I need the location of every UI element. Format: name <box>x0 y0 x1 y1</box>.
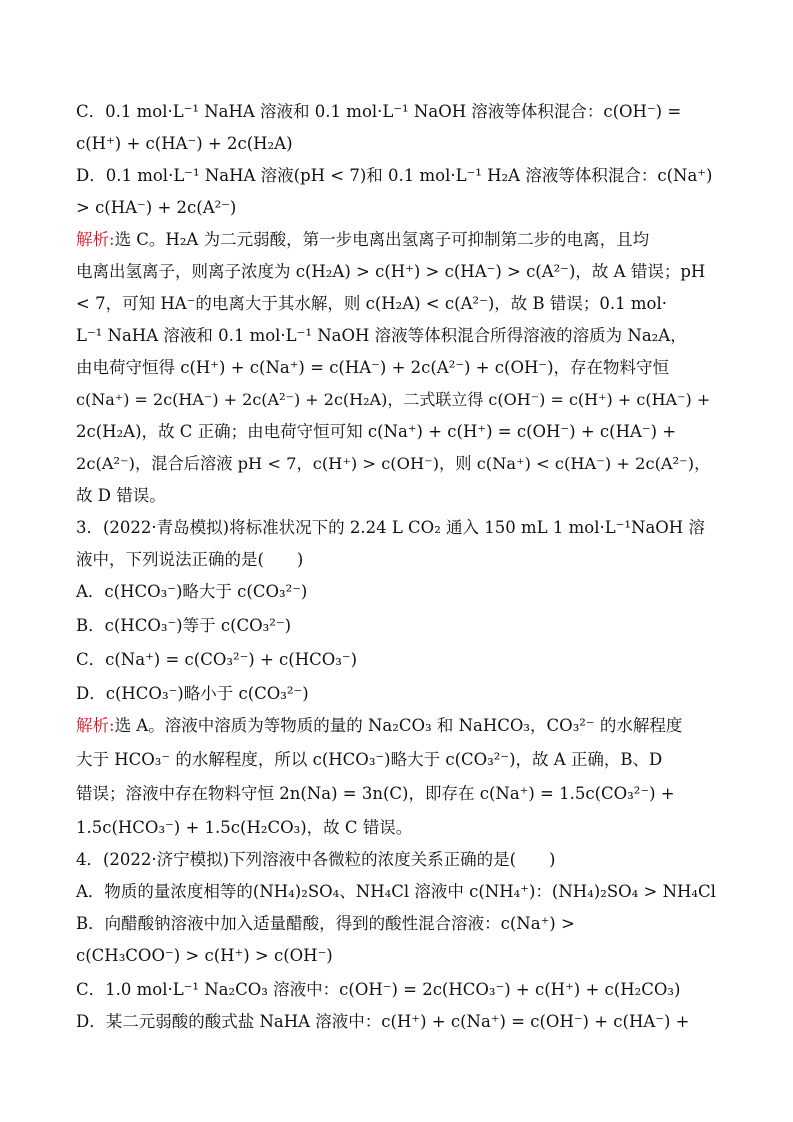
analysis-3-line-2: 大于 HCO₃⁻ 的水解程度，所以 c(HCO₃⁻)略大于 c(CO₃²⁻)，故 A 正确，B、D <box>76 750 663 769</box>
question-4-option-b-line-2: c(CH₃COO⁻) > c(H⁺) > c(OH⁻) <box>76 946 333 965</box>
question-3-option-c: C．c(Na⁺) = c(CO₃²⁻) + c(HCO₃⁻) <box>76 650 358 669</box>
analysis-label: 解析: <box>76 230 115 249</box>
analysis-2-line-2: 电离出氢离子，则离子浓度为 c(H₂A) > c(H⁺) > c(HA⁻) > c(A²⁻)，故 A 错误；pH <box>76 262 706 281</box>
analysis-3-line-4: 1.5c(HCO₃⁻) + 1.5c(H₂CO₃)，故 C 错误。 <box>76 818 413 837</box>
analysis-text: 选 A。溶液中溶质为等物质的量的 Na₂CO₃ 和 NaHCO₃，CO₃²⁻ 的水解程度 <box>114 716 683 735</box>
option-c-line-2: c(H⁺) + c(HA⁻) + 2c(H₂A) <box>76 134 293 153</box>
analysis-2-line-7: 2c(H₂A)，故 C 正确；由电荷守恒可知 c(Na⁺) + c(H⁺) = c(OH⁻) + c(HA⁻) + <box>76 422 677 441</box>
analysis-text: 选 C。H₂A 为二元弱酸，第一步电离出氢离子可抑制第二步的电离，且均 <box>114 230 650 249</box>
analysis-2-line-1 <box>76 228 649 252</box>
question-3-line-2: 液中，下列说法正确的是( ) <box>76 550 304 569</box>
analysis-2-line-5: 由电荷守恒得 c(H⁺) + c(Na⁺) = c(HA⁻) + 2c(A²⁻) + c(OH⁻)，存在物料守恒 <box>76 358 670 377</box>
question-4-option-b-line-1: B．向醋酸钠溶液中加入适量醋酸，得到的酸性混合溶液：c(Na⁺) > <box>76 914 575 933</box>
option-d-line-2: > c(HA⁻) + 2c(A²⁻) <box>76 198 237 217</box>
analysis-2-line-4: L⁻¹ NaHA 溶液和 0.1 mol·L⁻¹ NaOH 溶液等体积混合所得溶液的溶质为 Na₂A， <box>76 326 687 345</box>
question-4-line-1: 4．(2022·济宁模拟)下列溶液中各微粒的浓度关系正确的是( ) <box>76 850 556 869</box>
analysis-2-line-3: < 7，可知 HA⁻的电离大于其水解，则 c(H₂A) < c(A²⁻)，故 B 错误；0.1 mol· <box>76 294 667 313</box>
analysis-label: 解析: <box>76 716 115 735</box>
analysis-2-line-8: 2c(A²⁻)，混合后溶液 pH < 7，c(H⁺) > c(OH⁻)，则 c(Na⁺) < c(HA⁻) + 2c(A²⁻)， <box>76 454 711 473</box>
analysis-3-line-1 <box>76 714 682 738</box>
question-3-line-1: 3．(2022·青岛模拟)将标准状况下的 2.24 L CO₂ 通入 150 mL 1 mol·L⁻¹NaOH 溶 <box>76 518 705 537</box>
option-d-line-1: D．0.1 mol·L⁻¹ NaHA 溶液(pH < 7)和 0.1 mol·L⁻¹ H₂A 溶液等体积混合：c(Na⁺) <box>76 166 713 185</box>
question-4-option-a: A．物质的量浓度相等的(NH₄)₂SO₄、NH₄Cl 溶液中 c(NH₄⁺)：(NH₄)₂SO₄ > NH₄Cl <box>76 882 716 901</box>
analysis-2-line-6: c(Na⁺) = 2c(HA⁻) + 2c(A²⁻) + 2c(H₂A)，二式联立得 c(OH⁻) = c(H⁺) + c(HA⁻) + <box>76 390 711 409</box>
question-3-option-d: D．c(HCO₃⁻)略小于 c(CO₃²⁻) <box>76 684 309 703</box>
question-4-option-c: C．1.0 mol·L⁻¹ Na₂CO₃ 溶液中：c(OH⁻) = 2c(HCO₃⁻) + c(H⁺) + c(H₂CO₃) <box>76 980 681 999</box>
question-3-option-b: B．c(HCO₃⁻)等于 c(CO₃²⁻) <box>76 616 292 635</box>
question-3-option-a: A．c(HCO₃⁻)略大于 c(CO₃²⁻) <box>76 582 308 601</box>
analysis-2-line-9: 故 D 错误。 <box>76 486 166 505</box>
question-4-option-d: D．某二元弱酸的酸式盐 NaHA 溶液中：c(H⁺) + c(Na⁺) = c(OH⁻) + c(HA⁻) + <box>76 1012 690 1031</box>
option-c-line-1: C．0.1 mol·L⁻¹ NaHA 溶液和 0.1 mol·L⁻¹ NaOH 溶液等体积混合：c(OH⁻) = <box>76 102 682 121</box>
analysis-3-line-3: 错误；溶液中存在物料守恒 2n(Na) = 3n(C)，即存在 c(Na⁺) = 1.5c(CO₃²⁻) + <box>76 784 675 803</box>
